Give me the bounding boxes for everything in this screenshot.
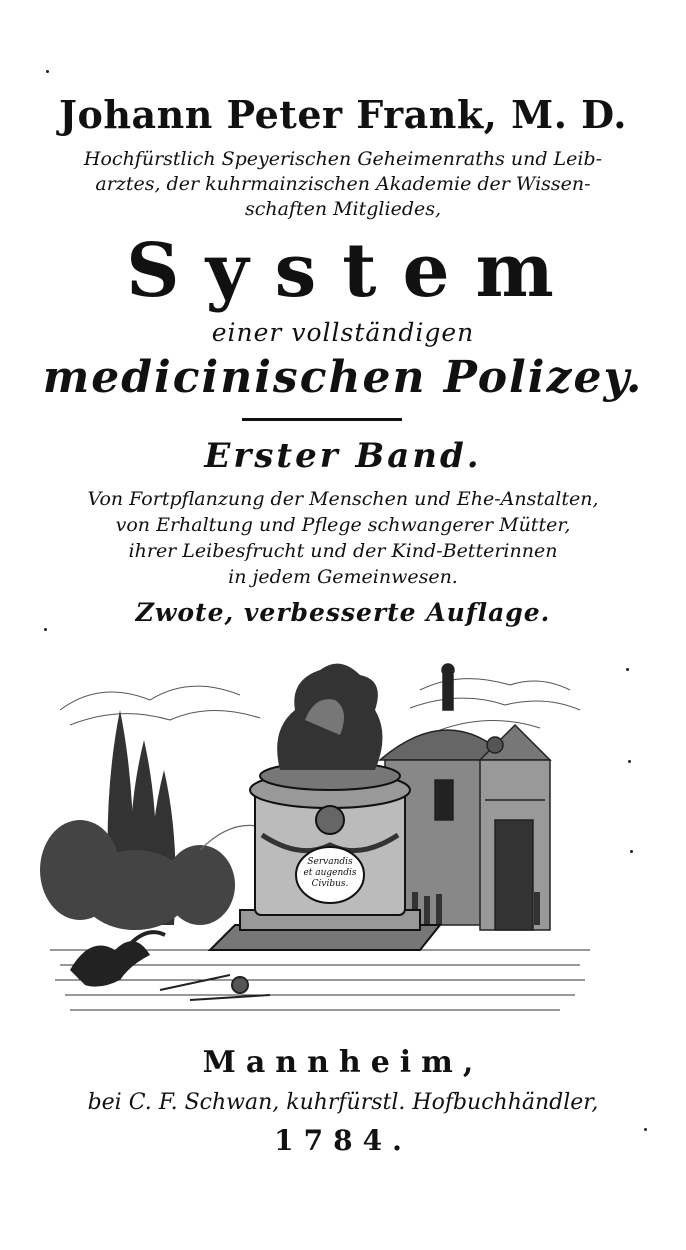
author-description-line-1: Hochfürstlich Speyerischen Geheimenraths und Leib- <box>83 148 603 170</box>
altar-flame <box>277 664 382 770</box>
author-name: Johann Peter Frank, M. D. <box>59 92 627 137</box>
imprint-year: 1784. <box>274 1124 412 1157</box>
contents-line-3: ihrer Leibesfrucht und der Kind-Betterinnen <box>128 540 558 562</box>
author-description-line-2: arztes, der kuhrmainzischen Akademie der Wissen- <box>95 173 591 195</box>
author-description-line-3: schaften Mitgliedes, <box>244 198 442 220</box>
imprint-place: Mannheim, <box>202 1045 484 1080</box>
altar-inscription-line-3: Civibus. <box>311 879 349 889</box>
edition-note: Zwote, verbesserte Auflage. <box>135 598 551 627</box>
book-title: System <box>126 228 580 314</box>
print-speck <box>626 668 629 671</box>
imprint-publisher: bei C. F. Schwan, kuhrfürstl. Hofbuchhändler, <box>87 1090 599 1115</box>
subtitle-line-1: einer vollständigen <box>211 318 475 347</box>
ground-objects <box>160 975 270 1000</box>
contents-line-2: von Erhaltung und Pflege schwangerer Mütter, <box>115 514 571 536</box>
subtitle-line-2: medicinischen Polizey. <box>42 352 644 403</box>
volume-heading: Erster Band. <box>204 436 482 476</box>
eagle-figure <box>70 932 165 987</box>
contents-line-1: Von Fortpflanzung der Menschen und Ehe-Anstalten, <box>87 488 599 510</box>
altar-inscription-line-2: et augendis <box>303 868 357 878</box>
engraved-vignette <box>40 650 600 1035</box>
print-speck <box>628 760 631 763</box>
contents-line-4: in jedem Gemeinwesen. <box>228 566 458 588</box>
altar-inscription-line-1: Servandis <box>307 857 353 867</box>
divider-rule <box>242 418 402 421</box>
altar <box>210 762 440 950</box>
print-speck <box>44 628 47 631</box>
print-speck <box>644 1128 647 1131</box>
print-speck <box>630 850 633 853</box>
print-speck <box>46 70 49 73</box>
